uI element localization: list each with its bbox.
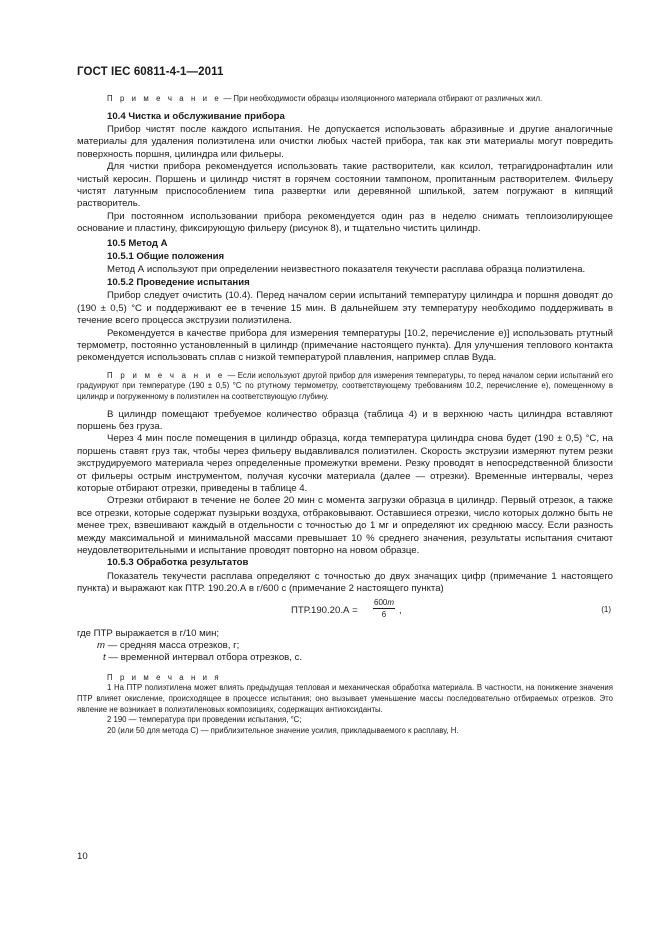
formula-lhs: ПТР.190.20.А = (291, 604, 358, 616)
section-10-5-heading: 10.5 Метод А (107, 237, 168, 249)
where-intro: где ПТР выражается в г/10 мин; (77, 627, 220, 639)
paragraph: Показатель текучести расплава определяют с точностью до двух значащих цифр (примечание 1 настоящего пункта) и выражают как ПТР. 190.20.А в г/600 с (примечание 2 настоящего пункта) (77, 570, 613, 595)
notes-label: П р и м е ч а н и я (107, 672, 222, 682)
section-10-5-1-heading: 10.5.1 Общие положения (107, 251, 225, 263)
note-2b: 20 (или 50 для метода С) — приблизительное значение усилия, прикладываемого к расплаву, Н. (107, 725, 459, 735)
note-text: — Если используют другой прибор для измерения температуры, то перед началом серии испытаний его градуируют при температуре (190 ± 0,5) °С по ртутному термометру, соответствующему требованиям 10.2, перечисление е), помещенному в цилиндр и погруженному в полиэтилен на соответствующую глубину. (77, 370, 613, 401)
paragraph: Для чистки прибора рекомендуется использовать такие растворители, как ксилол, тетрагидронафталин или чистый керосин. Поршень и цилиндр чистят в горячем состоянии тампоном, пропитанным растворителем. Фильеру чистят латунным приспособлением типа развертки или деревянной шпилькой, затем погружают в кипящий растворитель. (77, 161, 613, 210)
note-top (77, 94, 613, 105)
note-text: — При необходимости образцы изоляционного материала отбирают от различных жил. (221, 94, 543, 103)
paragraph: Метод А используют при определении неизвестного показателя текучести расплава образца полиэтилена. (107, 264, 586, 276)
paragraph: При постоянном использовании прибора рекомендуется один раз в неделю снимать теплоизолирующее основание и пластину, фиксирующую фильеру (рисунок 8), и тщательно чистить цилиндр. (77, 210, 613, 235)
note-2a: 2 190 — температура при проведении испытания, °С; (107, 715, 302, 725)
paragraph: Рекомендуется в качестве прибора для измерения температуры [10.2, перечисление е)] использовать ртутный термометр, постоянно установленный в цилиндр (примечание настоящего пункта). Для улучшения теплового контакта рекомендуется использовать сплав с низкой температурой плавления, например сплав Вуда. (77, 327, 613, 364)
paragraph: В цилиндр помещают требуемое количество образца (таблица 4) и в верхнюю часть цилиндра вставляют поршень без груза. (77, 408, 613, 432)
formula-tail: , (399, 604, 402, 616)
paragraph: Через 4 мин после помещения в цилиндр образца, когда температура цилиндра снова будет (190 ± 0,5) °С, на поршень ставят груз так, чтобы через фильеру выдавливался полиэтилен. Скорость экструзии измеряют путем резки экструдируемого материала через определенные промежутки времени. Резку проводят в непосредственной близости от фильеры острым инструментом, получая кусочки материала (далее — отрезки). Временные интервалы, через которые отбирают отрезки, приведены в таблице 4. (77, 433, 613, 494)
where-t: t — временной интервал отбора отрезков, с. (103, 652, 303, 664)
formula-1 (77, 596, 613, 626)
page-content (77, 94, 613, 736)
note-label: П р и м е ч а н и е (107, 370, 225, 380)
paragraph: Отрезки отбирают в течение не более 20 мин с момента загрузки образца в цилиндр. Первый отрезок, а также все отрезки, которые содержат пузырьки воздуха, отбраковывают. Оставшиеся отрезки, число которых должно быть не менее трех, взвешивают каждый в отдельности с точностью до 1 мг и определяют их среднюю массу. Если разность между максимальной и минимальной массами превышает 10 % среднего значения, результаты испытания считают неудовлетворительными и испытание проводят повторно на новом образце. (77, 495, 613, 556)
page-number: 10 (77, 851, 88, 862)
formula-fraction (373, 598, 395, 619)
note-label: П р и м е ч а н и е (107, 94, 222, 103)
where-m: m — средняя масса отрезков, г; (97, 640, 240, 651)
standard-header: ГОСТ IEC 60811-4-1—2011 (77, 66, 224, 78)
formula-number: (1) (601, 604, 611, 614)
paragraph: Прибор следует очистить (10.4). Перед началом серии испытаний температуру цилиндра и поршня доводят до (190 ± 0,5) °С и поддерживают ее в течение 15 мин. В дальнейшем эту температуру необходимо поддерживать в течение всего процесса экструзии полиэтилена. (77, 290, 613, 327)
section-10-5-3-heading: 10.5.3 Обработка результатов (107, 557, 249, 569)
formula-numerator: 600m (374, 597, 395, 607)
formula-denominator: 6 (381, 609, 387, 619)
note-temperature (77, 371, 613, 403)
section-10-5-2-heading: 10.5.2 Проведение испытания (107, 276, 250, 288)
paragraph: Прибор чистят после каждого испытания. Не допускается использовать абразивные и другие аналогичные материалы для удаления полиэтилена или очистки любых частей прибора, так как эти материалы могут повредить поверхность поршня, цилиндра или фильеры. (77, 124, 613, 160)
section-10-4-heading: 10.4 Чистка и обслуживание прибора (107, 110, 285, 122)
note-1: 1 На ПТР полиэтилена может влиять предыдущая тепловая и механическая обработка материала. В частности, на понижение значения ПТР влияет окисление, происходящее в процессе испытания; оно вызывает уменьшение массы последовательно отбираемых отрезков. Это явление не возникает в полиэтиленовых композициях, содержащих антиоксиданты. (77, 683, 613, 714)
